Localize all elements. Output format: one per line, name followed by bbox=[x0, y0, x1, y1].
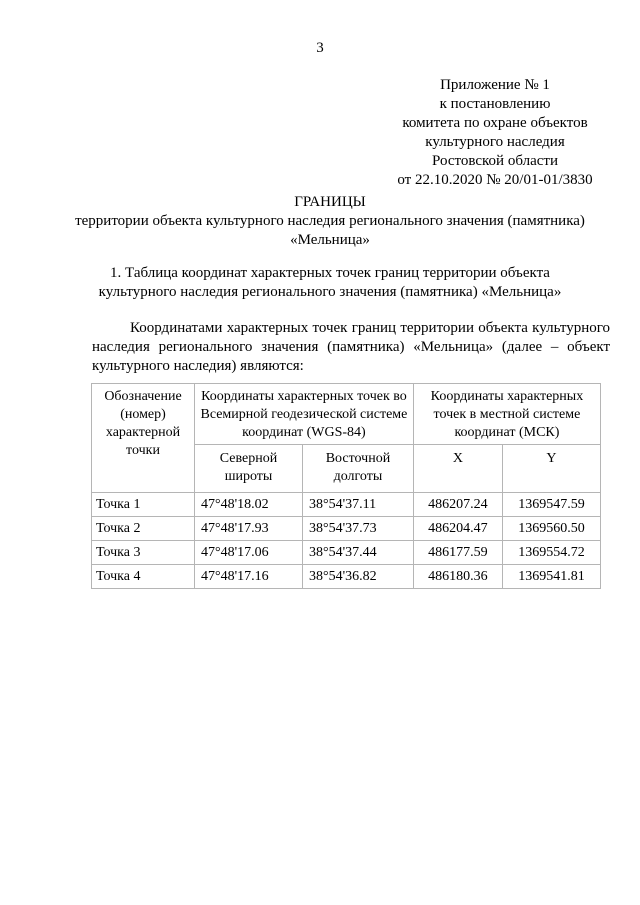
x-cell: 486180.36 bbox=[413, 565, 502, 589]
latitude-cell: 47°48'17.16 bbox=[195, 565, 303, 589]
latitude-cell: 47°48'18.02 bbox=[195, 493, 303, 517]
section-line: культурного наследия регионального значения (памятника) «Мельница» bbox=[98, 284, 562, 300]
y-cell: 1369547.59 bbox=[502, 493, 600, 517]
title-line: «Мельница» bbox=[290, 232, 370, 248]
section-line: 1. Таблица координат характерных точек границ территории объекта bbox=[110, 265, 550, 281]
x-cell: 486177.59 bbox=[413, 541, 502, 565]
appendix-line: от 22.10.2020 № 20/01-01/3830 bbox=[397, 172, 593, 188]
intro-paragraph: Координатами характерных точек границ территории объекта культурного наследия регионального значения (памятника) «Мельница» (далее – объект культурного наследия) являются: bbox=[92, 320, 610, 374]
point-name: Точка 3 bbox=[92, 541, 195, 565]
appendix-line: комитета по охране объектов bbox=[402, 115, 588, 131]
header-designation: Обозначение (номер) характерной точки bbox=[92, 384, 195, 493]
longitude-cell: 38°54'37.73 bbox=[303, 517, 414, 541]
header-north: Северной широты bbox=[195, 445, 303, 493]
y-cell: 1369541.81 bbox=[502, 565, 600, 589]
section-heading bbox=[60, 264, 600, 302]
header-y: Y bbox=[502, 445, 600, 493]
table-header-row bbox=[92, 384, 601, 445]
page-number: 3 bbox=[316, 40, 324, 56]
y-cell: 1369554.72 bbox=[502, 541, 600, 565]
table-row bbox=[92, 493, 601, 517]
header-msk: Координаты характерных точек в местной системе координат (МСК) bbox=[413, 384, 600, 445]
appendix-block bbox=[380, 76, 610, 190]
header-east: Восточной долготы bbox=[303, 445, 414, 493]
header-x: X bbox=[413, 445, 502, 493]
table-row bbox=[92, 517, 601, 541]
point-name: Точка 2 bbox=[92, 517, 195, 541]
point-name: Точка 1 bbox=[92, 493, 195, 517]
appendix-line: Приложение № 1 bbox=[440, 77, 550, 93]
title-heading: ГРАНИЦЫ bbox=[294, 194, 366, 210]
table-row bbox=[92, 541, 601, 565]
y-cell: 1369560.50 bbox=[502, 517, 600, 541]
latitude-cell: 47°48'17.93 bbox=[195, 517, 303, 541]
x-cell: 486204.47 bbox=[413, 517, 502, 541]
header-wgs: Координаты характерных точек во Всемирной геодезической системе координат (WGS-84) bbox=[195, 384, 414, 445]
latitude-cell: 47°48'17.06 bbox=[195, 541, 303, 565]
point-name: Точка 4 bbox=[92, 565, 195, 589]
appendix-line: культурного наследия bbox=[425, 134, 565, 150]
title-line: территории объекта культурного наследия регионального значения (памятника) bbox=[75, 213, 585, 229]
x-cell: 486207.24 bbox=[413, 493, 502, 517]
longitude-cell: 38°54'36.82 bbox=[303, 565, 414, 589]
longitude-cell: 38°54'37.11 bbox=[303, 493, 414, 517]
coordinates-table bbox=[91, 383, 601, 589]
document-title bbox=[40, 193, 620, 250]
table-row bbox=[92, 565, 601, 589]
longitude-cell: 38°54'37.44 bbox=[303, 541, 414, 565]
appendix-line: Ростовской области bbox=[432, 153, 558, 169]
appendix-line: к постановлению bbox=[439, 96, 551, 112]
